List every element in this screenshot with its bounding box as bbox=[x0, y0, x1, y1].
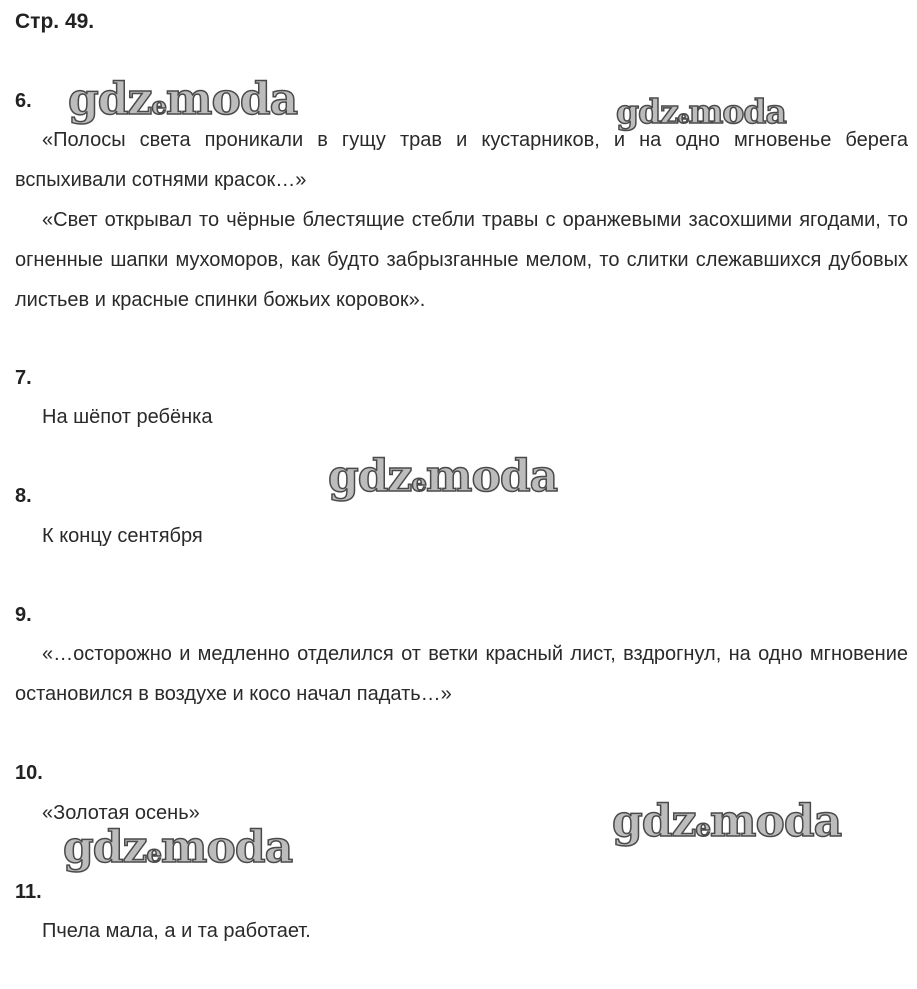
watermark-logo: gdzemoda bbox=[68, 74, 298, 125]
task-answer-6 bbox=[15, 120, 908, 320]
task-number-8: 8. bbox=[15, 485, 32, 507]
answer-paragraph: «…осторожно и медленно отделился от ветки красный лист, вздрогнул, на одно мгновение остановился в воздухе и косо начал падать…» bbox=[15, 643, 908, 705]
answer-paragraph: «Свет открывал то чёрные блестящие стебли травы с оранжевыми засохшими ягодами, то огненные шапки мухоморов, как будто забрызганные мелом, то слитки слежавшихся дубовых листьев и красные спинки божьих коровок». bbox=[15, 209, 908, 311]
page-header: Стр. 49. bbox=[15, 10, 95, 33]
watermark-logo: gdzemoda bbox=[612, 796, 842, 847]
task-answer-11: Пчела мала, а и та работает. bbox=[42, 920, 311, 942]
task-answer-10: «Золотая осень» bbox=[42, 802, 200, 824]
watermark-logo: gdzemoda bbox=[328, 451, 558, 502]
task-number-7: 7. bbox=[15, 367, 32, 389]
task-answer-7: На шёпот ребёнка bbox=[42, 406, 213, 428]
watermark-logo: gdzemoda bbox=[616, 92, 786, 131]
task-answer-8: К концу сентября bbox=[42, 525, 203, 547]
answer-paragraph: «Полосы света проникали в гущу трав и кустарников, и на одно мгновенье берега вспыхивали сотнями красок…» bbox=[15, 129, 908, 191]
task-answer-9 bbox=[15, 634, 908, 714]
task-number-6: 6. bbox=[15, 90, 32, 112]
watermark-logo: gdzemoda bbox=[63, 822, 293, 873]
task-number-9: 9. bbox=[15, 604, 32, 626]
task-number-11: 11. bbox=[15, 881, 42, 903]
task-number-10: 10. bbox=[15, 762, 43, 784]
